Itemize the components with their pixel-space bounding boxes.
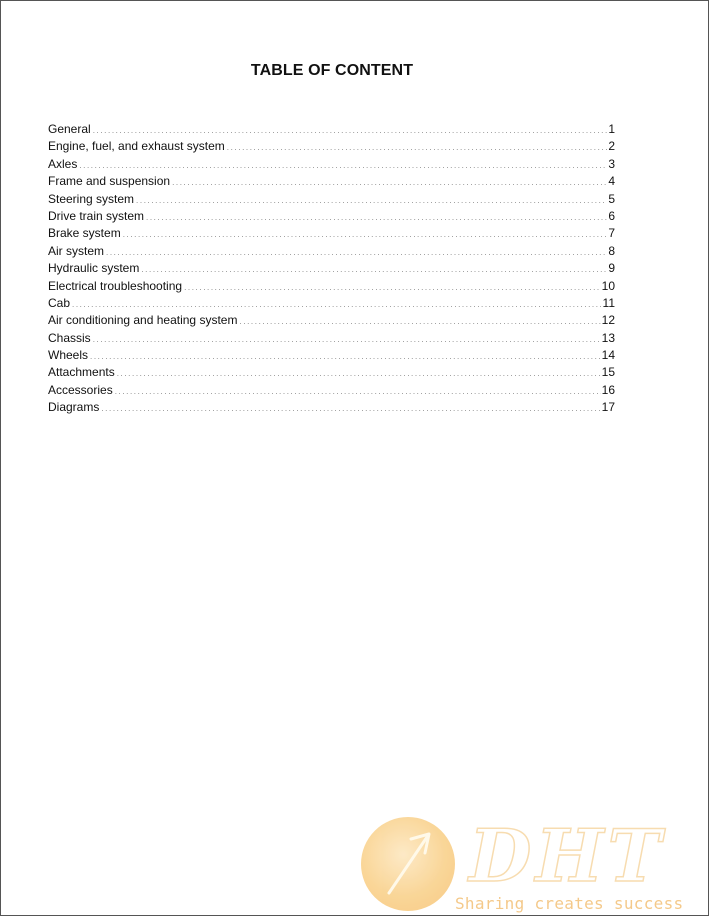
table-of-contents bbox=[48, 122, 615, 418]
toc-leader-dots bbox=[227, 143, 608, 152]
toc-entry-label: Air conditioning and heating system bbox=[48, 313, 238, 328]
watermark-badge bbox=[361, 817, 455, 911]
toc-entry[interactable] bbox=[48, 400, 615, 417]
toc-entry[interactable] bbox=[48, 313, 615, 330]
toc-leader-dots bbox=[90, 352, 601, 361]
toc-entry-label: Axles bbox=[48, 156, 78, 171]
toc-entry-label: Accessories bbox=[48, 382, 113, 397]
toc-entry-page: 12 bbox=[601, 313, 615, 328]
toc-entry-label: Frame and suspension bbox=[48, 174, 171, 189]
toc-entry-label: General bbox=[48, 122, 91, 136]
toc-entry[interactable] bbox=[48, 279, 615, 296]
toc-entry[interactable] bbox=[48, 209, 615, 226]
toc-entry-label: Hydraulic system bbox=[48, 261, 140, 276]
toc-leader-dots bbox=[115, 387, 601, 396]
toc-entry[interactable] bbox=[48, 192, 615, 209]
toc-leader-dots bbox=[146, 213, 607, 222]
toc-entry-page: 9 bbox=[608, 261, 615, 276]
toc-leader-dots bbox=[93, 126, 608, 135]
toc-leader-dots bbox=[141, 265, 607, 274]
toc-entry-page: 13 bbox=[601, 330, 615, 345]
page-title: TABLE OF CONTENT bbox=[250, 62, 414, 79]
arrow-icon bbox=[361, 817, 455, 911]
toc-entry-page: 4 bbox=[608, 174, 615, 189]
toc-leader-dots bbox=[72, 300, 602, 309]
toc-entry[interactable] bbox=[48, 157, 615, 174]
toc-entry-page: 3 bbox=[608, 156, 615, 171]
toc-entry[interactable] bbox=[48, 261, 615, 278]
toc-entry-label: Electrical troubleshooting bbox=[48, 278, 183, 293]
toc-entry-page: 16 bbox=[601, 382, 615, 397]
toc-entry-label: Chassis bbox=[48, 330, 91, 345]
toc-leader-dots bbox=[101, 404, 600, 413]
toc-entry-page: 10 bbox=[601, 278, 615, 293]
toc-entry-label: Attachments bbox=[48, 365, 115, 380]
toc-leader-dots bbox=[184, 283, 601, 292]
toc-entry-page: 8 bbox=[608, 243, 615, 258]
toc-entry-label: Air system bbox=[48, 243, 105, 258]
toc-entry[interactable] bbox=[48, 139, 615, 156]
toc-entry-label: Wheels bbox=[48, 348, 89, 363]
toc-entry-page: 2 bbox=[608, 139, 615, 154]
toc-entry-label: Diagrams bbox=[48, 400, 100, 415]
toc-entry[interactable] bbox=[48, 331, 615, 348]
toc-entry[interactable] bbox=[48, 244, 615, 261]
toc-entry[interactable] bbox=[48, 365, 615, 382]
toc-entry-page: 14 bbox=[601, 348, 615, 363]
toc-entry[interactable] bbox=[48, 122, 615, 139]
toc-entry-page: 7 bbox=[608, 226, 615, 241]
toc-leader-dots bbox=[239, 317, 600, 326]
toc-entry-page: 6 bbox=[608, 208, 615, 223]
toc-entry-label: Steering system bbox=[48, 191, 135, 206]
toc-entry[interactable] bbox=[48, 174, 615, 191]
toc-entry[interactable] bbox=[48, 226, 615, 243]
toc-entry-label: Engine, fuel, and exhaust system bbox=[48, 139, 225, 154]
toc-leader-dots bbox=[106, 248, 607, 257]
toc-entry-label: Cab bbox=[48, 295, 71, 310]
watermark-logo: DHT bbox=[469, 813, 666, 898]
toc-entry-page: 5 bbox=[608, 191, 615, 206]
toc-entry-label: Drive train system bbox=[48, 208, 145, 223]
toc-entry-page: 1 bbox=[608, 122, 615, 136]
toc-leader-dots bbox=[136, 196, 607, 205]
toc-entry[interactable] bbox=[48, 383, 615, 400]
toc-leader-dots bbox=[123, 230, 608, 239]
toc-entry[interactable] bbox=[48, 348, 615, 365]
watermark-tagline: Sharing creates success bbox=[455, 894, 684, 913]
toc-leader-dots bbox=[117, 369, 601, 378]
toc-entry-page: 15 bbox=[601, 365, 615, 380]
toc-entry-page: 11 bbox=[602, 295, 615, 310]
toc-entry-label: Brake system bbox=[48, 226, 121, 241]
toc-leader-dots bbox=[79, 161, 607, 170]
toc-entry[interactable] bbox=[48, 296, 615, 313]
toc-entry-page: 17 bbox=[601, 400, 615, 415]
toc-leader-dots bbox=[93, 335, 601, 344]
toc-leader-dots bbox=[172, 178, 607, 187]
